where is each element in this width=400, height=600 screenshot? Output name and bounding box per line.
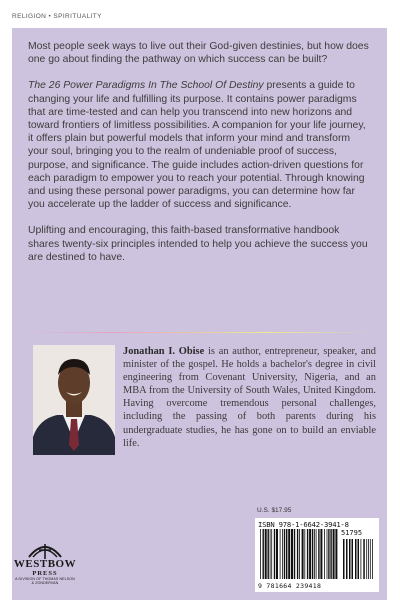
blurb-paragraph-1: Most people seek ways to live out their God-given destinies, but how does one go about finding the pathway on which success can be built? [28,41,369,66]
barcode-digits: 9 781664 239418 [258,582,322,590]
price-addon-code: 51795 [341,529,363,537]
blurb-text [28,40,373,277]
blurb-paragraph-2 [28,79,373,211]
publisher-logo [4,540,86,598]
publisher-division-line-2: & ZONDERVAN [31,581,59,586]
publisher-name: WESTBOW [13,558,77,570]
publisher-press: PRESS [32,570,58,577]
price-label: U.S. $17.95 [257,507,292,514]
decorative-divider [28,332,368,333]
barcode-box [255,518,379,592]
author-bio-text: is an author, entrepreneur, speaker, and minister of the gospel. He holds a bachelor's degree in civil engineering from Covenant University, Nigeria, and an MBA from the University of South Wales, United Kingdom. Having overcome tremendous personal challenges, including the passing of both parents during his undergraduate studies, he has gone on to build an enviable life. [123,346,376,449]
book-title: The 26 Power Paradigms In The School Of Destiny [28,80,264,92]
author-photo [33,345,115,455]
blurb-paragraph-2-body: presents a guide to changing your life and fulfilling its purpose. It contains power paradigms that are time-tested and can help you transcend into new horizons and toward frontiers of limitless possibilities. A companion for your life journey, it offers plain but powerful models that inform your mind and transform your soul, bringing you to the realm of undeniable proof of success, purpose, and significance. The guide includes action-driven questions for each paradigm to empower you to reach your potential. Through knowing and using these personal power paradigms, you can determine how far you accelerate up the ladder of success and significance. [28,80,366,211]
category-label: RELIGION • SPIRITUALITY [12,13,102,20]
isbn-label: ISBN 978-1-6642-3941-8 [258,520,349,529]
blurb-paragraph-3: Uplifting and encouraging, this faith-based transformative handbook shares twenty-six principles intended to help you achieve the success you are destined to have. [28,225,368,263]
author-name: Jonathan I. Obise [123,346,205,357]
publisher-division-line-1: A DIVISION OF THOMAS NELSON [15,577,75,581]
author-bio [123,345,376,450]
westbow-mark-icon [25,540,65,560]
